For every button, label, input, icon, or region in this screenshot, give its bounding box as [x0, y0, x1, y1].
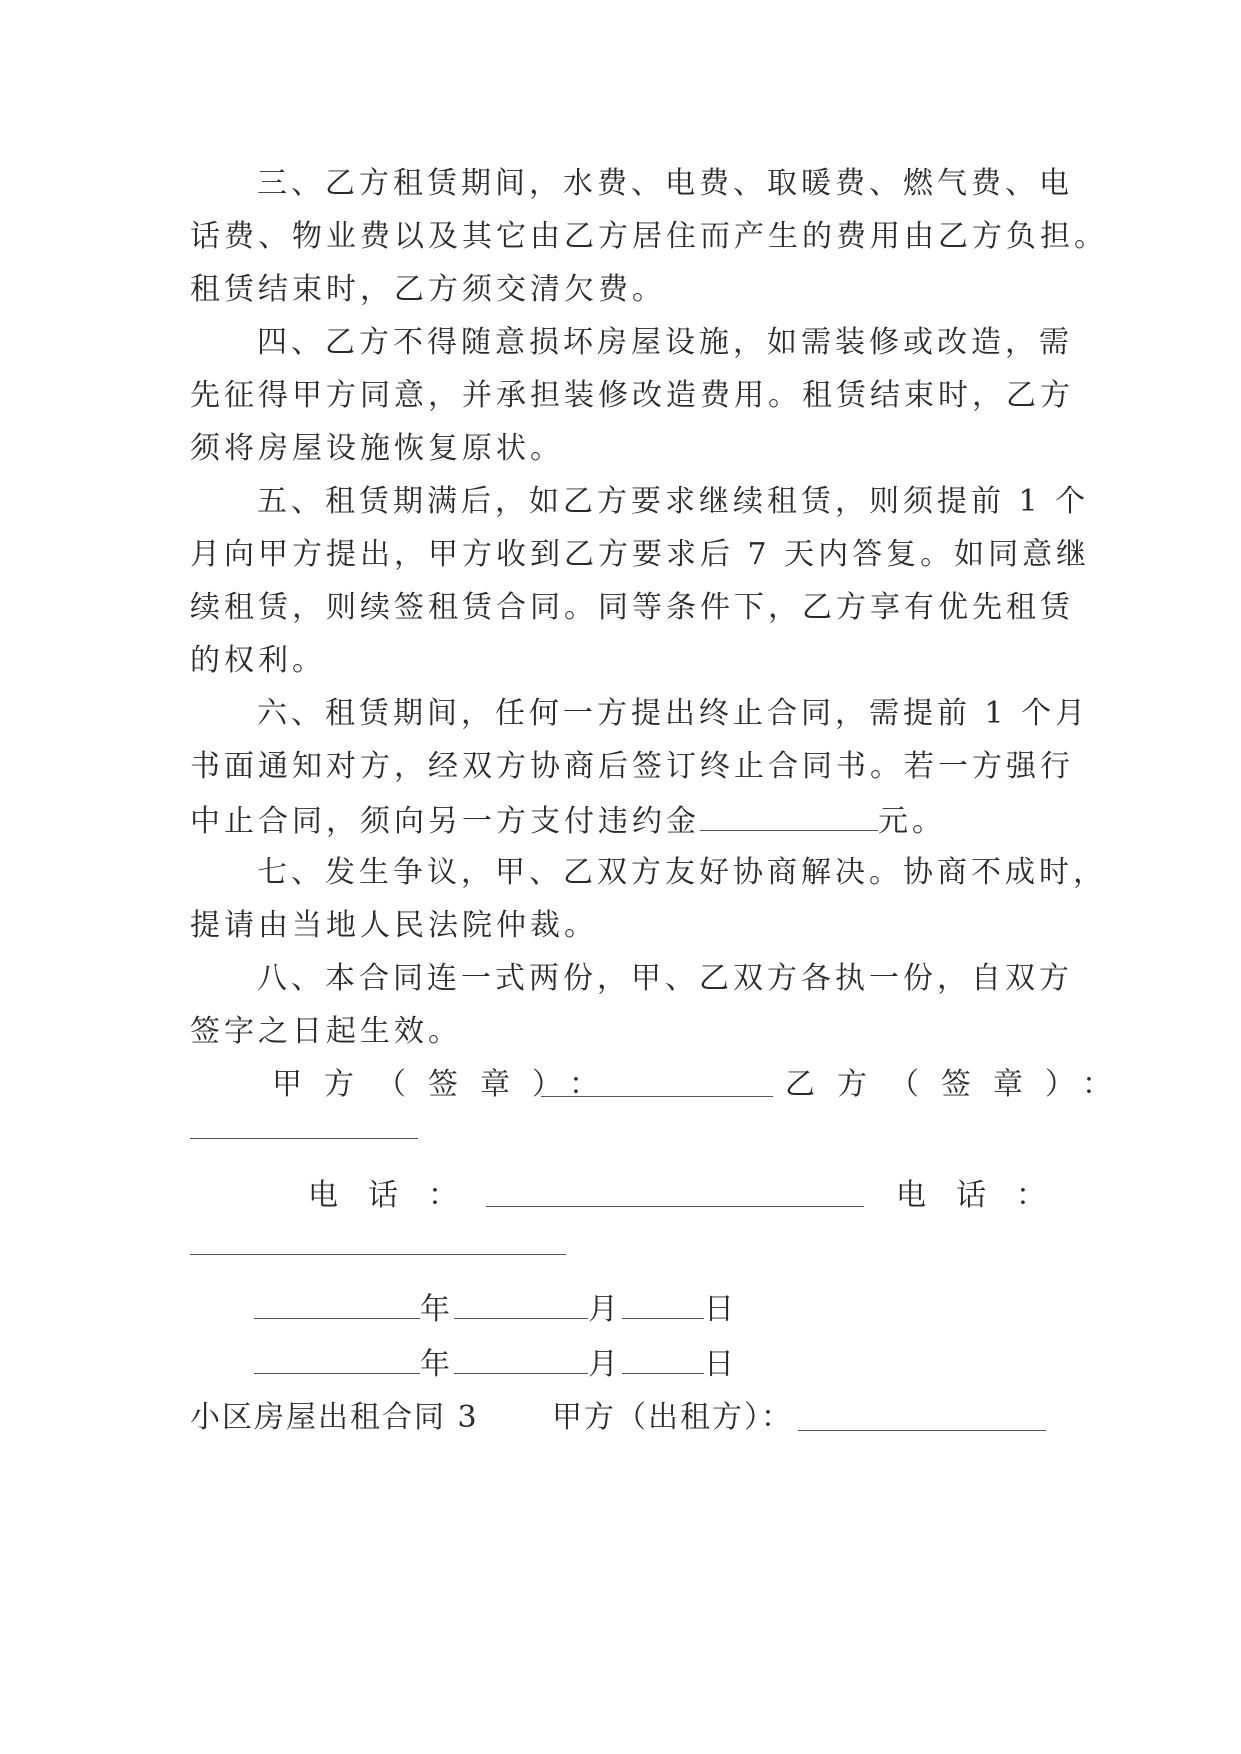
clause-7-line-2: 提请由当地人民法院仲裁。	[190, 908, 598, 943]
clause-6-line-1: 六、租赁期间，任何一方提出终止合同，需提前 1 个月	[257, 696, 1090, 731]
clause-8-line-1: 八、本合同连一式两份，甲、乙双方各执一份，自双方	[257, 961, 1073, 996]
date-b-month-label: 月	[588, 1347, 622, 1382]
date-a-month-label: 月	[588, 1292, 622, 1327]
clause-6-unit: 元。	[878, 804, 946, 839]
date-b-year-blank[interactable]	[254, 1343, 420, 1374]
clause-5-line-2: 月向甲方提出，甲方收到乙方要求后 7 天内答复。如同意继	[190, 537, 1091, 572]
clause-4-line-3: 须将房屋设施恢复原状。	[190, 431, 564, 466]
party-b-signature-label: 乙方（签章）：	[785, 1067, 1134, 1102]
clause-8-line-2: 签字之日起生效。	[190, 1014, 462, 1049]
clause-4-line-1: 四、乙方不得随意损坏房屋设施，如需装修或改造，需	[257, 325, 1073, 360]
clause-6-line-2: 书面通知对方，经双方协商后签订终止合同书。若一方强行	[190, 749, 1074, 784]
clause-5-line-1: 五、租赁期满后，如乙方要求继续租赁，则须提前 1 个	[257, 484, 1090, 519]
party-b-phone-blank[interactable]	[190, 1254, 566, 1255]
clause-6-line-3	[190, 800, 1100, 842]
party-a-phone-label: 电话：	[308, 1178, 488, 1213]
clause-7-line-1: 七、发生争议，甲、乙双方友好协商解决。协商不成时，	[257, 855, 1107, 890]
date-b-month-blank[interactable]	[454, 1343, 588, 1374]
date-line-b	[254, 1343, 1164, 1385]
clause-6-line-3-text: 中止合同，须向另一方支付违约金	[190, 804, 700, 839]
clause-3-line-1: 三、乙方租赁期间，水费、电费、取暖费、燃气费、电	[257, 166, 1073, 201]
date-b-day-blank[interactable]	[622, 1343, 704, 1374]
clause-5-line-3: 续租赁，则续签租赁合同。同等条件下，乙方享有优先租赁	[190, 590, 1074, 625]
clause-3-line-3: 租赁结束时，乙方须交清欠费。	[190, 272, 666, 307]
clause-5-line-4: 的权利。	[190, 643, 326, 678]
date-a-month-blank[interactable]	[454, 1288, 588, 1319]
party-a-signature-label: 甲方（签章）：	[272, 1067, 621, 1102]
date-a-year-blank[interactable]	[254, 1288, 420, 1319]
lessor-label: 甲方（出租方）：	[552, 1400, 793, 1435]
date-a-day-blank[interactable]	[622, 1288, 704, 1319]
next-contract-title: 小区房屋出租合同 3	[190, 1400, 479, 1435]
date-line-a	[254, 1288, 1164, 1330]
date-b-day-label: 日	[704, 1347, 738, 1382]
clause-3-line-2: 话费、物业费以及其它由乙方居住而产生的费用由乙方负担。	[190, 219, 1108, 254]
lessor-name-blank[interactable]	[798, 1430, 1046, 1431]
clause-4-line-2: 先征得甲方同意，并承担装修改造费用。租赁结束时，乙方	[190, 378, 1074, 413]
party-a-phone-blank[interactable]	[486, 1206, 864, 1207]
party-b-signature-blank[interactable]	[190, 1138, 418, 1139]
date-b-year-label: 年	[420, 1347, 454, 1382]
penalty-amount-blank[interactable]	[700, 800, 878, 831]
party-b-phone-label: 电话：	[896, 1178, 1076, 1213]
date-a-day-label: 日	[704, 1292, 738, 1327]
date-a-year-label: 年	[420, 1292, 454, 1327]
party-a-signature-blank[interactable]	[541, 1096, 773, 1097]
